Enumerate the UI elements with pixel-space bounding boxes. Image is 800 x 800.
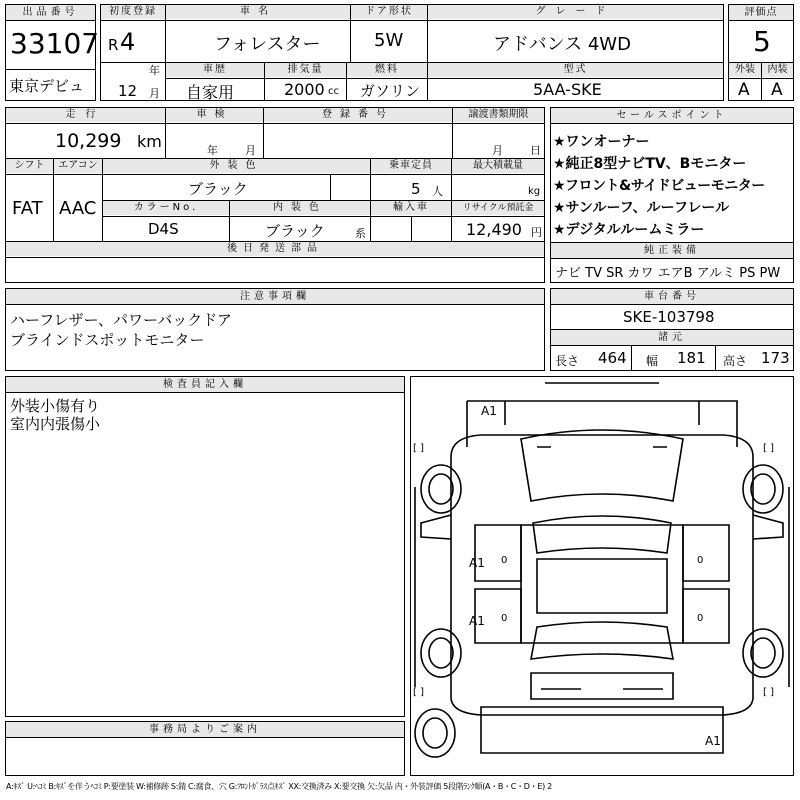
color: ブラック bbox=[188, 180, 248, 198]
interior-color: ブラック bbox=[265, 222, 325, 240]
reg-era: R bbox=[108, 36, 119, 54]
notes-line-2: ブラインドスポットモニター bbox=[10, 331, 205, 349]
score: 5 bbox=[753, 25, 771, 58]
venue: 東京デビュ bbox=[9, 77, 85, 95]
reg-year: 4 bbox=[120, 28, 136, 56]
fuel: ガソリン bbox=[360, 82, 421, 100]
load-label: 最大積載量 bbox=[452, 159, 544, 173]
car-name: フォレスター bbox=[214, 34, 321, 55]
name-label: 車名 bbox=[166, 5, 350, 19]
width: 181 bbox=[677, 349, 706, 367]
height: 173 bbox=[761, 349, 790, 367]
capacity-label: 乗車定員 bbox=[371, 159, 451, 173]
model-label: 型式 bbox=[428, 63, 723, 77]
inspection-year-unit: 年 bbox=[207, 144, 218, 157]
mileage-label: 走行 bbox=[6, 108, 165, 122]
color-label: 外装色 bbox=[103, 159, 370, 173]
car-diagram-box bbox=[410, 376, 794, 776]
zero-mark-1: 0 bbox=[501, 555, 508, 566]
dims-title: 諸元 bbox=[551, 329, 793, 346]
grade-label: グレード bbox=[428, 5, 723, 19]
office-box bbox=[5, 721, 405, 776]
inspector-line-2: 室内内張傷小 bbox=[10, 415, 101, 433]
lot-number: 33107 bbox=[10, 27, 100, 60]
notes-line-1: ハーフレザー、パワーバックドア bbox=[10, 311, 232, 329]
legend: A:ｷｽﾞ U:ﾍｺﾐ B:ｷｽﾞを伴うﾍｺﾐ P:要塗装 W:補修跡 S:錆 C:腐食、穴 G:ﾌﾛﾝﾄｶﾞﾗｽ点ｷｽﾞ XX:交換済み X:要交換 欠:欠品 内・外装評価 5段階ﾗﾝｸ順(A・B・C・D・E) 2 bbox=[6, 782, 552, 791]
chassis-box bbox=[550, 288, 794, 371]
exterior-score: A bbox=[738, 80, 750, 100]
lot-label: 出品番号 bbox=[6, 5, 95, 21]
sales-points-title: セールスポイント bbox=[551, 108, 793, 124]
bracket-right-upper: [ ] bbox=[763, 443, 774, 454]
mileage: 10,299 bbox=[55, 130, 122, 152]
score-box bbox=[728, 4, 794, 101]
inspector-box bbox=[5, 376, 405, 717]
bracket-right-lower: [ ] bbox=[763, 687, 774, 698]
notes-box bbox=[5, 288, 545, 371]
sales-point-1: ★ワンオーナー bbox=[553, 134, 650, 150]
equipment-title: 純正装備 bbox=[551, 242, 793, 259]
damage-mark-front: A1 bbox=[481, 404, 497, 418]
recycle: 12,490 bbox=[466, 220, 522, 239]
capacity: 5 bbox=[411, 180, 421, 198]
bracket-left-upper: [ ] bbox=[413, 443, 424, 454]
zero-mark-3: 0 bbox=[501, 613, 508, 624]
displacement-label: 排気量 bbox=[265, 63, 346, 77]
history-label: 車歴 bbox=[166, 63, 264, 77]
inspection-month-unit: 月 bbox=[245, 144, 256, 157]
interior-color-suffix: 系 bbox=[355, 227, 366, 240]
width-label: 幅 bbox=[646, 354, 659, 368]
ac-label: エアコン bbox=[54, 159, 102, 173]
month-unit: 月 bbox=[149, 87, 160, 100]
mileage-unit: km bbox=[137, 132, 162, 151]
damage-mark-left-rear-door: A1 bbox=[469, 614, 485, 628]
chassis-number: SKE-103798 bbox=[623, 308, 715, 326]
lot-box bbox=[5, 4, 100, 101]
fuel-label: 燃料 bbox=[347, 63, 427, 77]
length: 464 bbox=[598, 349, 627, 367]
plate-label: 登録番号 bbox=[264, 108, 452, 122]
chassis-title: 車台番号 bbox=[551, 289, 793, 305]
zero-mark-4: 0 bbox=[697, 613, 704, 624]
height-label: 高さ bbox=[723, 354, 748, 368]
load-unit: kg bbox=[528, 186, 541, 197]
year-unit: 年 bbox=[149, 64, 160, 77]
recycle-unit: 円 bbox=[531, 226, 542, 239]
equipment-items: ナビ TV SR カワ エアB アルミ PS PW bbox=[555, 266, 781, 281]
door-type: 5W bbox=[374, 30, 404, 51]
length-label: 長さ bbox=[555, 354, 580, 368]
reg-month: 12 bbox=[118, 82, 138, 100]
sales-points-box bbox=[550, 107, 794, 283]
bracket-left-lower: [ ] bbox=[413, 687, 424, 698]
shift: FAT bbox=[12, 198, 43, 219]
zero-mark-2: 0 bbox=[697, 555, 704, 566]
office-title: 事務局よりご案内 bbox=[6, 722, 404, 738]
color-no: D4S bbox=[148, 220, 179, 238]
later-parts-label: 後日発送部品 bbox=[6, 242, 544, 256]
notes-title: 注意事項欄 bbox=[6, 289, 544, 305]
grade: アドバンス 4WD bbox=[493, 34, 631, 55]
sales-point-2: ★純正8型ナビTV、Bモニター bbox=[553, 156, 747, 172]
history: 自家用 bbox=[186, 83, 235, 102]
damage-mark-left-front-door: A1 bbox=[469, 556, 485, 570]
car-diagram bbox=[411, 377, 793, 775]
interior-color-label: 内装色 bbox=[230, 201, 370, 215]
color-no-label: カラーNo. bbox=[103, 201, 229, 215]
interior-score-label: 内装 bbox=[762, 63, 793, 77]
inspection-label: 車検 bbox=[166, 108, 263, 122]
model: 5AA-SKE bbox=[533, 80, 602, 99]
inspector-title: 検査員記入欄 bbox=[6, 377, 404, 393]
sales-point-4: ★サンルーフ、ルーフレール bbox=[553, 200, 730, 216]
exterior-score-label: 外装 bbox=[729, 63, 761, 77]
capacity-unit: 人 bbox=[432, 185, 443, 198]
transfer-day-unit: 日 bbox=[530, 144, 541, 157]
import-label: 輸入車 bbox=[371, 201, 451, 215]
reg-label: 初度登録 bbox=[101, 5, 165, 19]
sales-point-5: ★デジタルルームミラー bbox=[553, 222, 705, 238]
interior-score: A bbox=[771, 80, 783, 100]
inspector-line-1: 外装小傷有り bbox=[10, 397, 101, 415]
displacement: 2000 bbox=[284, 80, 325, 99]
recycle-label: リサイクル預託金 bbox=[452, 201, 544, 215]
damage-mark-rear: A1 bbox=[705, 734, 721, 748]
transfer-month-unit: 月 bbox=[492, 144, 503, 157]
door-label: ドア形状 bbox=[351, 5, 427, 19]
sales-point-3: ★フロント&サイドビューモニター bbox=[553, 178, 765, 194]
score-label: 評価点 bbox=[729, 5, 793, 21]
ac: AAC bbox=[59, 198, 97, 219]
displacement-unit: cc bbox=[328, 86, 339, 97]
shift-label: シフト bbox=[6, 159, 53, 173]
transfer-label: 譲渡書類期限 bbox=[453, 108, 544, 122]
